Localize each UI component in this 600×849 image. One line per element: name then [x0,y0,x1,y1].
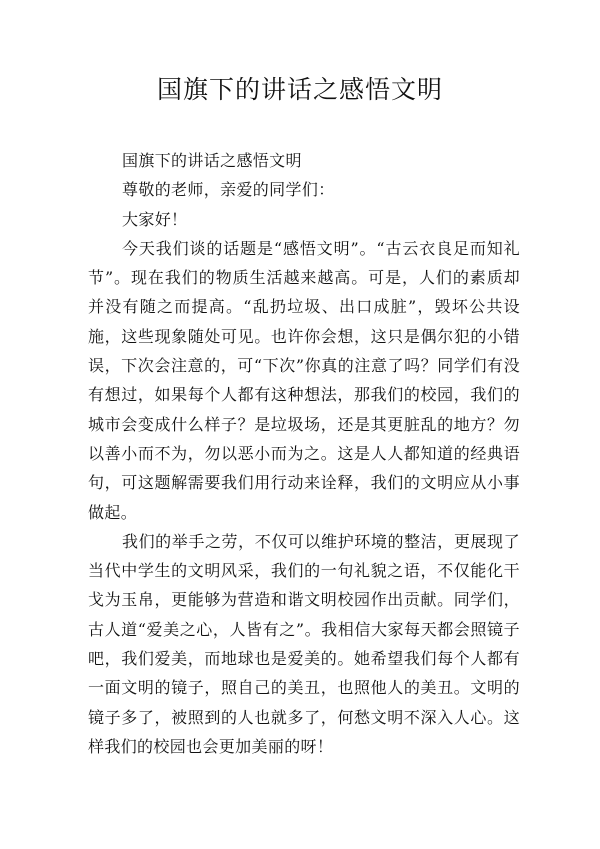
document-body [88,146,520,761]
document-title: 国旗下的讲话之感悟文明 [156,75,443,104]
body-paragraph-1: 今天我们谈的话题是“感悟文明”。“古云衣良足而知礼节”。现在我们的物质生活越来越高。可是，人们的素质却并没有随之而提高。“乱扔垃圾、出口成脏”，毁坏公共设施，这些现象随处可见。也许你会想，这只是偶尔犯的小错误，下次会注意的，可“下次”你真的注意了吗？同学们有没有想过，如果每个人都有这种想法，那我们的校园，我们的城市会变成什么样子？是垃圾场，还是其更脏乱的地方？勿以善小而不为，勿以恶小而为之。这是人人都知道的经典语句，可这题解需要我们用行动来诠释，我们的文明应从小事做起。 [88,238,520,522]
body-heading-paragraph: 国旗下的讲话之感悟文明 [122,151,302,170]
greeting-paragraph: 大家好！ [122,209,188,229]
body-paragraph-2: 我们的举手之劳，不仅可以维护环境的整洁，更展现了当代中学生的文明风采，我们的一句礼貌之语，不仅能化干戈为玉帛，更能够为营造和谐文明校园作出贡献。同学们，古人道“爱美之心，人皆有之”。我相信大家每天都会照镜子吧，我们爱美，而地球也是爱美的。她希望我们每个人都有一面文明的镜子，照自己的美丑，也照他人的美丑。文明的镜子多了，被照到的人也就多了，何愁文明不深入人心。这样我们的校园也会更加美丽的呀！ [88,531,520,756]
salutation-paragraph: 尊敬的老师，亲爱的同学们： [122,180,335,200]
